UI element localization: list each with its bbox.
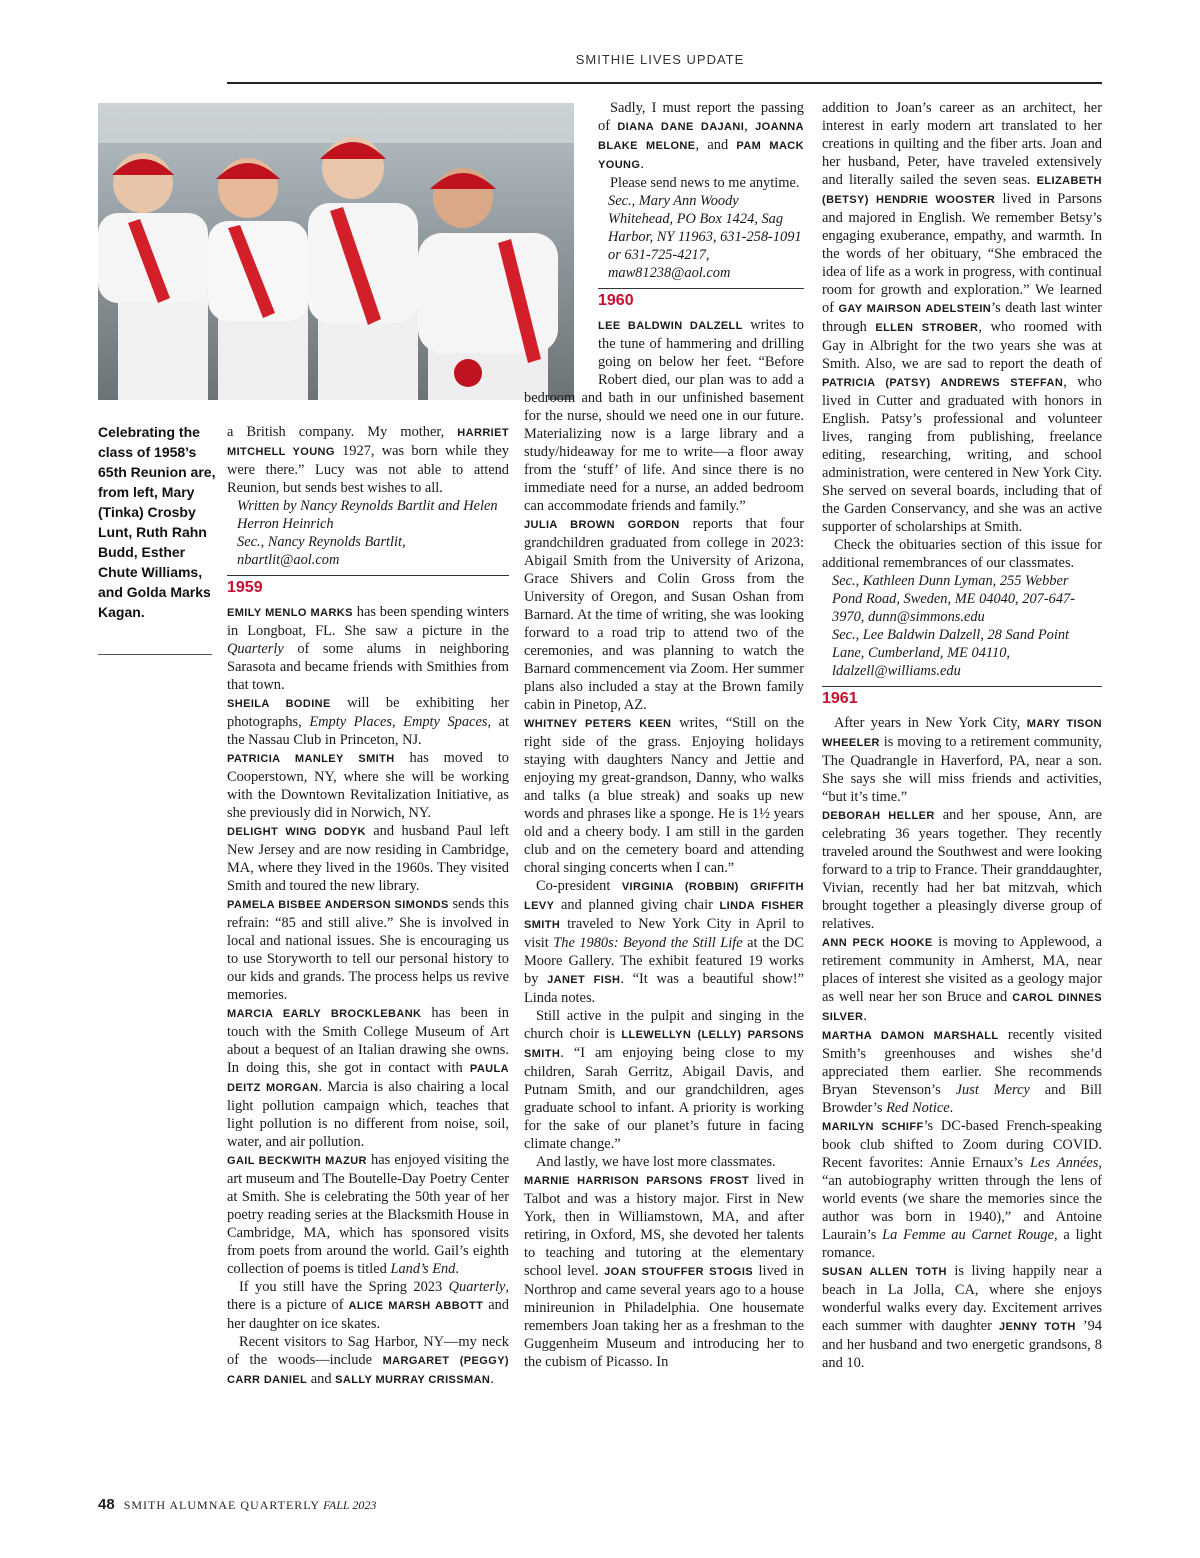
paragraph: JULIA BROWN GORDON reports that four grandchildren graduated from college in 2023: Abigail Smith from the University of Arizona, Grace Shivers and Colin Gross from the University of Oregon, and Susan Oshan from Barnard. At the time of writing, she was looking forward to a road trip to attend two of the ceremonies, and was planning to watch the Barnard commencement via Zoom. Her summer plans also included a stay at the Brown family cabin in Pinetop, AZ. xyxy=(524,516,804,713)
paragraph: a British company. My mother, HARRIET MITCHELL YOUNG 1927, was born while they were there.” Lucy was not able to attend Reunion, but sends best wishes to all. xyxy=(227,424,510,496)
classmate-name: EMILY MENLO MARKS xyxy=(227,607,353,619)
paragraph: Sadly, I must report the passing of DIANA DANE DAJANI, JOANNA BLAKE MELONE, and PAM MACK YOUNG. xyxy=(598,100,804,172)
classmate-name: JENNY TOTH xyxy=(998,1321,1076,1333)
classmate-name: ELIZABETH (BETSY) HENDRIE WOOSTER xyxy=(822,175,1102,206)
paragraph: Please send news to me anytime. xyxy=(610,175,800,191)
paragraph: MARCIA EARLY BROCKLEBANK has been in touch with the Smith College Museum of Art about a bequest of an Italian drawing she owns. In doing this, she got in contact with PAULA DEITZ MORGAN. Marcia is also chairing a local light pollution campaign which, teaches that light pollution is no different from noise, soil, water, and air pollution. xyxy=(227,1005,509,1150)
paragraph: PAMELA BISBEE ANDERSON SIMONDS sends this refrain: “85 and still alive.” She is involved in local and national issues. She is encouraging us to use Storyworth to tell our personal history to our kids and grands. The process helps us revive memories. xyxy=(227,896,509,1003)
classmate-name: MARNIE HARRISON PARSONS FROST xyxy=(524,1175,750,1187)
column-4 xyxy=(822,99,1102,1372)
secretary-contact: Sec., Lee Baldwin Dalzell, 28 Sand Point Lane, Cumberland, ME 04110, ldalzell@williams.edu xyxy=(832,627,1070,679)
classmate-name: LEE BALDWIN DALZELL xyxy=(598,320,743,332)
reunion-photo xyxy=(98,103,574,400)
paragraph: Recent visitors to Sag Harbor, NY—my neck of the woods—include MARGARET (PEGGY) CARR DANIEL and SALLY MURRAY CRISSMAN. xyxy=(227,1334,509,1387)
paragraph: GAIL BECKWITH MAZUR has enjoyed visiting the art museum and The Boutelle-Day Poetry Center at Smith. She is celebrating the 50th year of her poetry reading series at the Blacksmith House in Cambridge, MA, which has sponsored visits from poets from around the world. Gail’s eighth collection of poems is titled Land’s End. xyxy=(227,1152,509,1277)
page-footer xyxy=(98,1496,376,1513)
secretary-contact: Sec., Nancy Reynolds Bartlit, nbartlit@aol.com xyxy=(237,534,406,568)
classmate-name: DIANA DANE DAJANI xyxy=(617,121,745,133)
class-year-heading: 1961 xyxy=(822,686,1102,708)
paragraph: If you still have the Spring 2023 Quarterly, there is a picture of ALICE MARSH ABBOTT and her daughter on ice skates. xyxy=(227,1279,509,1332)
classmate-name: DELIGHT WING DODYK xyxy=(227,826,366,838)
paragraph: DELIGHT WING DODYK and husband Paul left New Jersey and are now residing in Cambridge, MA, where they lived in the 1960s. They visited Smith and toured the new library. xyxy=(227,823,509,894)
paragraph: DEBORAH HELLER and her spouse, Ann, are celebrating 36 years together. They recently traveled around the Southwest and were looking forward to a trip to France. Their granddaughter, Vivian, recently had her bat mitzvah, which brought together a pleasingly diverse group of relatives. xyxy=(822,807,1102,932)
classmate-name: MARCIA EARLY BROCKLEBANK xyxy=(227,1008,422,1020)
classmate-name: MARGARET (PEGGY) CARR DANIEL xyxy=(227,1355,509,1386)
classmate-name: PATRICIA (PATSY) ANDREWS STEFFAN xyxy=(822,377,1064,389)
classmate-name: ELLEN STROBER xyxy=(875,322,979,334)
classmate-name: DEBORAH HELLER xyxy=(822,810,935,822)
paragraph: Check the obituaries section of this issue for additional remembrances of our classmates. xyxy=(822,537,1102,571)
classmate-name: SUSAN ALLEN TOTH xyxy=(822,1266,947,1278)
page-number: 48 xyxy=(98,1496,115,1513)
paragraph: EMILY MENLO MARKS has been spending winters in Longboat, FL. She saw a picture in the Quarterly of some alums in neighboring Sarasota and became friends with Smithies from that town. xyxy=(227,604,509,693)
classmate-name: PAULA DEITZ MORGAN xyxy=(227,1063,509,1094)
classmate-name: MARTHA DAMON MARSHALL xyxy=(822,1030,999,1042)
classmate-name: GAY MAIRSON ADELSTEIN xyxy=(838,303,992,315)
classmate-name: WHITNEY PETERS KEEN xyxy=(524,718,672,730)
classmate-name: MARILYN SCHIFF xyxy=(822,1121,924,1133)
magazine-title: SMITH ALUMNAE QUARTERLY xyxy=(123,1498,321,1512)
classmate-name: LINDA FISHER SMITH xyxy=(524,900,804,931)
reunion-photo-graphic xyxy=(98,103,574,400)
paragraph: SUSAN ALLEN TOTH is living happily near a beach in La Jolla, CA, where she enjoys wonderful walks every day. Excitement arrives each summer with daughter JENNY TOTH ’94 and her husband and two energetic grandsons, 8 and 10. xyxy=(822,1263,1102,1371)
column-3 xyxy=(524,99,804,1371)
class-year-heading: 1959 xyxy=(227,575,509,597)
classmate-name: PATRICIA MANLEY SMITH xyxy=(227,753,395,765)
byline: Written by Nancy Reynolds Bartlit and Helen Herron Heinrich xyxy=(237,498,498,532)
issue-label: FALL 2023 xyxy=(323,1498,377,1512)
classmate-name: JANET FISH xyxy=(547,974,621,986)
classmate-name: GAIL BECKWITH MAZUR xyxy=(227,1155,367,1167)
paragraph: MARTHA DAMON MARSHALL recently visited Smith’s greenhouses and wishes she’d appreciated them earlier. She recommends Bryan Stevenson’s Just Mercy and Bill Browder’s Red Notice. xyxy=(822,1027,1102,1116)
paragraph: WHITNEY PETERS KEEN writes, “Still on the right side of the grass. Enjoying holidays staying with daughters Nancy and Jettie and enjoying my great-grandson, Danny, who walks and talks (a blue streak) and soaks up new words and phrases like a sponge. He is 1½ years old and a cheery body. I am still in the garden club and on the cemetery board and attending choral singing concerts when I can.” xyxy=(524,715,805,876)
classmate-name: JOANNA BLAKE MELONE xyxy=(598,121,804,152)
paragraph: addition to Joan’s career as an architect, her interest in early modern art translated to her creations in quilting and the fiber arts. Joan and her husband, Peter, have traveled extensively and literally sailed the seven seas. ELIZABETH (BETSY) HENDRIE WOOSTER lived in Parsons and majored in English. We remember Betsy’s engaging exuberance, empathy, and warmth. In the words of her obituary, “She embraced the idea of life as a work in progress, with continual room for growth and exploration.” We learned of GAY MAIRSON ADELSTEIN’s death last winter through ELLEN STROBER, who roomed with Gay in Albright for the two years she was at Smith. Also, we are sad to report the death of PATRICIA (PATSY) ANDREWS STEFFAN, who lived in Cutter and graduated with honors in English. Patsy’s professional and volunteer lives, ranging from publishing, freelance editing, researching, writing, and school administration, were centered in New York City. She served on several boards, including that of the Garden Conservancy, and she was an active supporter of scholarships at Smith. xyxy=(822,100,1102,535)
classmate-name: JOAN STOUFFER STOGIS xyxy=(604,1266,754,1278)
secretary-contact: Sec., Mary Ann Woody Whitehead, PO Box 1424, Sag Harbor, NY 11963, 631-258-1091 or 631-725-4217, maw81238@aol.com xyxy=(608,193,802,281)
paragraph: After years in New York City, MARY TISON WHEELER is moving to a retirement community, The Quadrangle in Haverford, PA, near a son. She says she will miss friends and activities, “but it’s time.” xyxy=(822,715,1102,805)
paragraph: LEE BALDWIN DALZELL writes to the tune of hammering and drilling going on below her feet. “Before Robert died, our plan was to add a bedroom and bath in our unfinished basement for the nurse, should we need one in our future. Materializing now is a large library and a study/hideaway for me to write—a floor away from the ‘stuff’ of life. And since there is no immediate need for a nurse, an added bedroom can accommodate friends and family.” xyxy=(524,317,805,514)
classmate-name: HARRIET MITCHELL YOUNG xyxy=(227,427,509,458)
classmate-name: ANN PECK HOOKE xyxy=(822,937,933,949)
photo-caption: Celebrating the class of 1958’s 65th Reunion are, from left, Mary (Tinka) Crosby Lunt, Ruth Rahn Budd, Esther Chute Williams, and Golda Marks Kagan. xyxy=(98,424,216,620)
caption-divider xyxy=(98,654,212,655)
classmate-name: JULIA BROWN GORDON xyxy=(524,519,680,531)
header-divider xyxy=(227,82,1102,84)
classmate-name: PAMELA BISBEE ANDERSON SIMONDS xyxy=(227,899,449,911)
classmate-name: SALLY MURRAY CRISSMAN xyxy=(335,1374,491,1386)
column-2 xyxy=(227,423,509,1389)
classmate-name: SHEILA BODINE xyxy=(227,698,331,710)
paragraph: Still active in the pulpit and singing in the church choir is LLEWELLYN (LELLY) PARSONS SMITH. “I am enjoying being close to my children, Sarah Gerritz, Abigail Davis, and Putnam Smith, and our grandchildren, ages graduate school to infant. A priority is working for the sake of our planet’s future in facing climate change.” xyxy=(524,1008,804,1152)
classmate-name: PAM MACK YOUNG xyxy=(598,140,804,171)
classmate-name: LLEWELLYN (LELLY) PARSONS SMITH xyxy=(524,1029,804,1060)
paragraph: And lastly, we have lost more classmates. xyxy=(536,1154,776,1170)
class-year-heading: 1960 xyxy=(598,288,804,310)
paragraph: PATRICIA MANLEY SMITH has moved to Cooperstown, NY, where she will be working with the Downtown Revitalization Initiative, as she previously did in Norwich, NY. xyxy=(227,750,509,821)
paragraph: ANN PECK HOOKE is moving to Applewood, a retirement community in Amherst, MA, near places of interest she visited as a geology major as well near her son Bruce and CAROL DINNES SILVER. xyxy=(822,934,1103,1024)
classmate-name: VIRGINIA (ROBBIN) GRIFFITH LEVY xyxy=(524,881,804,912)
classmate-name: ALICE MARSH ABBOTT xyxy=(348,1300,484,1312)
paragraph: MARNIE HARRISON PARSONS FROST lived in Talbot and was a history major. First in New York, then in Williamstown, MA, and after retiring, in Oxford, MS, she devoted her talents to teaching and tutoring at the elementary school level. JOAN STOUFFER STOGIS lived in Northrop and came several years ago to a house minireunion in Philadelphia. One housemate remembers Joan taking her as a freshman to the Guggenheim Museum and introducing her to the cubism of Picasso. In xyxy=(524,1172,804,1370)
paragraph: SHEILA BODINE will be exhibiting her photographs, Empty Places, Empty Spaces, at the Nassau Club in Princeton, NJ. xyxy=(227,695,510,748)
classmate-name: CAROL DINNES SILVER xyxy=(822,992,1103,1023)
section-header: SMITHIE LIVES UPDATE xyxy=(575,52,745,67)
paragraph: MARILYN SCHIFF’s DC-based French-speaking book club shifted to Zoom during COVID. Recent favorites: Annie Ernaux’s Les Années, “an autobiography written through the lens of world events (we share the memories since the author was born in 1940),” and Antoine Laurain’s La Femme au Carnet Rouge, a light romance. xyxy=(822,1118,1102,1261)
classmate-name: MARY TISON WHEELER xyxy=(822,718,1102,749)
paragraph: Co-president VIRGINIA (ROBBIN) GRIFFITH LEVY and planned giving chair LINDA FISHER SMITH traveled to New York City in April to visit The 1980s: Beyond the Still Life at the DC Moore Gallery. The exhibit featured 19 works by JANET FISH. “It was a beautiful show!” Linda notes. xyxy=(524,878,805,1006)
secretary-contact: Sec., Kathleen Dunn Lyman, 255 Webber Pond Road, Sweden, ME 04040, 207-647-3970, dunn@simmons.edu xyxy=(832,573,1076,625)
